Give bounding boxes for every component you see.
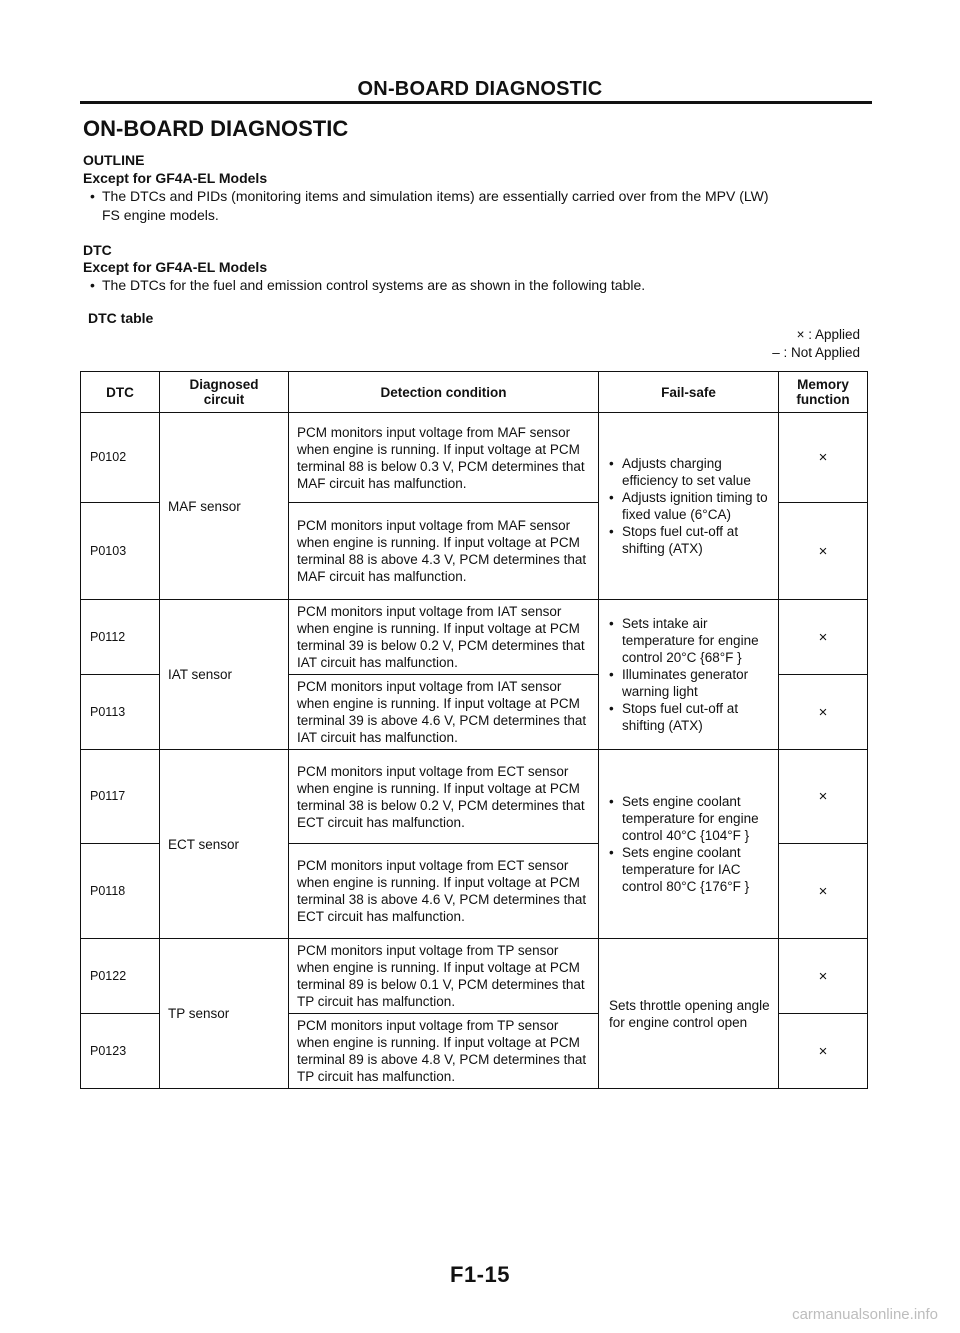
header-failsafe: Fail-safe (599, 372, 779, 413)
failsafe (599, 413, 779, 600)
legend-not-applied: – : Not Applied (772, 345, 860, 360)
legend (772, 326, 860, 362)
dtc-code: P0113 (81, 675, 160, 750)
diagnosed-circuit: ECT sensor (160, 750, 289, 939)
failsafe-item: • Stops fuel cut-off at shifting (ATX) (609, 523, 770, 557)
memory-function: × (779, 1014, 868, 1089)
dtc-code: P0122 (81, 939, 160, 1014)
failsafe-item: • Adjusts ignition timing to fixed value (6°CA) (609, 489, 770, 523)
dtc-code: P0102 (81, 413, 160, 503)
diagnosed-circuit: TP sensor (160, 939, 289, 1089)
detection-condition: PCM monitors input voltage from ECT sensor when engine is running. If input voltage at PCM terminal 38 is above 4.6 V, PCM determines that ECT circuit has malfunction. (289, 844, 599, 939)
detection-condition: PCM monitors input voltage from MAF sensor when engine is running. If input voltage at PCM terminal 88 is above 4.3 V, PCM determines that MAF circuit has malfunction. (289, 503, 599, 600)
dtc-code: P0123 (81, 1014, 160, 1089)
table-row (81, 413, 868, 503)
header-rule (80, 101, 872, 104)
dtc-bullet (90, 276, 645, 295)
memory-function: × (779, 600, 868, 675)
failsafe-item: • Illuminates generator warning light (609, 666, 770, 700)
table-header-row (81, 372, 868, 413)
detection-condition: PCM monitors input voltage from ECT sensor when engine is running. If input voltage at PCM terminal 38 is below 0.2 V, PCM determines that ECT circuit has malfunction. (289, 750, 599, 844)
dtc-code: P0112 (81, 600, 160, 675)
detection-condition: PCM monitors input voltage from TP sensor when engine is running. If input voltage at PCM terminal 89 is below 0.1 V, PCM determines that TP circuit has malfunction. (289, 939, 599, 1014)
header-condition: Detection condition (289, 372, 599, 413)
failsafe-item: • Sets intake air temperature for engine control 20°C {68°F } (609, 615, 770, 666)
page-number: F1-15 (450, 1262, 510, 1287)
diagnosed-circuit: MAF sensor (160, 413, 289, 600)
dtc-subheading: Except for GF4A-EL Models (83, 259, 268, 275)
dtc-code: P0103 (81, 503, 160, 600)
bullet-dot: • (90, 277, 95, 293)
memory-function: × (779, 413, 868, 503)
outline-heading: OUTLINE (83, 152, 145, 168)
page-title: ON-BOARD DIAGNOSTIC (83, 116, 349, 141)
bullet-dot: • (90, 188, 95, 204)
failsafe (599, 750, 779, 939)
legend-applied: × : Applied (796, 327, 860, 342)
outline-subheading: Except for GF4A-EL Models (83, 170, 268, 186)
memory-function: × (779, 750, 868, 844)
dtc-table-title: DTC table (88, 310, 154, 326)
failsafe-item: • Stops fuel cut-off at shifting (ATX) (609, 700, 770, 734)
memory-function: × (779, 503, 868, 600)
memory-function: × (779, 675, 868, 750)
header-circuit: Diagnosed circuit (160, 372, 289, 413)
table-row (81, 939, 868, 1014)
failsafe-item: • Adjusts charging efficiency to set value (609, 455, 770, 489)
memory-function: × (779, 844, 868, 939)
table-row (81, 600, 868, 675)
dtc-code: P0117 (81, 750, 160, 844)
dtc-table (80, 371, 868, 1089)
dtc-bullet-text: The DTCs for the fuel and emission control systems are as shown in the following table. (102, 277, 646, 293)
detection-condition: PCM monitors input voltage from IAT sensor when engine is running. If input voltage at PCM terminal 39 is above 4.6 V, PCM determines that IAT circuit has malfunction. (289, 675, 599, 750)
outline-bullet (90, 187, 769, 225)
dtc-code: P0118 (81, 844, 160, 939)
table-row (81, 750, 868, 844)
failsafe-item: • Sets engine coolant temperature for engine control 40°C {104°F } (609, 793, 770, 844)
memory-function: × (779, 939, 868, 1014)
outline-bullet-line1: The DTCs and PIDs (monitoring items and simulation items) are essentially carried over from the MPV (LW) (102, 188, 769, 204)
header-dtc: DTC (81, 372, 160, 413)
detection-condition: PCM monitors input voltage from IAT sensor when engine is running. If input voltage at PCM terminal 39 is below 0.2 V, PCM determines that IAT circuit has malfunction. (289, 600, 599, 675)
failsafe-item: • Sets engine coolant temperature for IAC control 80°C {176°F } (609, 844, 770, 895)
header-memory: Memory function (779, 372, 868, 413)
running-header-title: ON-BOARD DIAGNOSTIC (357, 78, 603, 100)
outline-bullet-line2: FS engine models. (102, 207, 219, 223)
failsafe (599, 600, 779, 750)
failsafe: Sets throttle opening angle for engine control open (599, 939, 779, 1089)
detection-condition: PCM monitors input voltage from TP sensor when engine is running. If input voltage at PCM terminal 89 is above 4.8 V, PCM determines that TP circuit has malfunction. (289, 1014, 599, 1089)
detection-condition: PCM monitors input voltage from MAF sensor when engine is running. If input voltage at PCM terminal 88 is below 0.3 V, PCM determines that MAF circuit has malfunction. (289, 413, 599, 503)
dtc-heading: DTC (83, 242, 112, 258)
watermark: carmanualsonline.info (792, 1306, 938, 1323)
diagnosed-circuit: IAT sensor (160, 600, 289, 750)
